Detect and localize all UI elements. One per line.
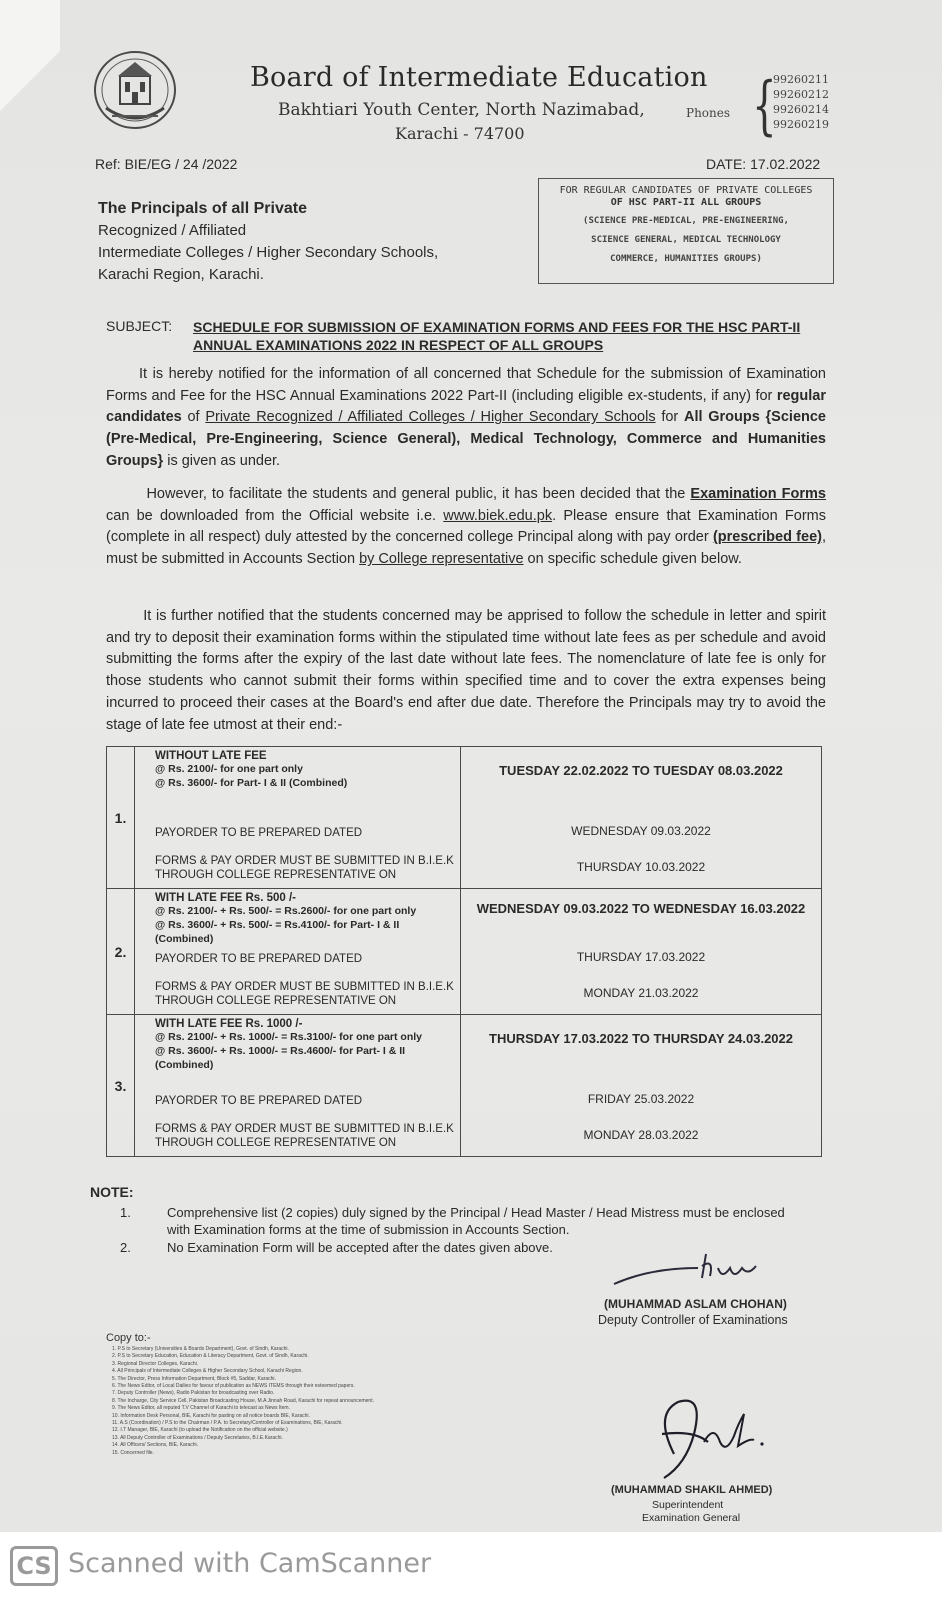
board-emblem-icon <box>92 46 178 134</box>
recipient-block <box>98 198 438 286</box>
list-item: 4. All Principals of Intermediate Colleges & Higher Secondary School, Karachi Region. <box>112 1368 303 1375</box>
signatory-2-title: Superintendent <box>652 1499 724 1511</box>
recipient-line: Recognized / Affiliated <box>98 222 247 239</box>
payorder-date: THURSDAY 17.03.2022 <box>576 950 706 964</box>
copy-to-list <box>112 1346 502 1457</box>
para-text: regular candidates <box>106 387 826 426</box>
row-number: 3. <box>107 1015 135 1157</box>
paragraph-2 <box>106 484 826 571</box>
fee-line: @ Rs. 2100/- for one part only <box>155 763 303 775</box>
para-text: on specific schedule given below. <box>523 551 742 568</box>
table-row <box>107 1015 822 1157</box>
header-address: Bakhtiari Youth Center, North Nazimabad, <box>278 100 645 120</box>
signatory-1-name: (MUHAMMAD ASLAM CHOHAN) <box>604 1297 787 1311</box>
submit-label: FORMS & PAY ORDER MUST BE SUBMITTED IN B.I.E.K THROUGH COLLEGE REPRESENTATIVE ON <box>155 855 454 881</box>
phone-number: 99260214 <box>773 103 829 116</box>
letter-date: DATE: 17.02.2022 <box>706 156 821 172</box>
row-description <box>135 1015 461 1157</box>
note-text: No Examination Form will be accepted after the dates given above. <box>167 1240 553 1255</box>
list-item: 8. The Incharge, City Service Cell, Pakistan Broadcasting House, M.A Jinnah Road, Karachi for repeat announcement. <box>112 1397 374 1404</box>
list-item: 2. P.S to Secretary Education, Education & Literacy Department, Govt. of Sindh, Karachi. <box>112 1353 309 1360</box>
scanner-watermark-text: Scanned with CamScanner <box>68 1548 432 1579</box>
fee-block <box>155 892 456 944</box>
notes-heading: NOTE: <box>90 1184 134 1200</box>
row-number: 2. <box>107 889 135 1015</box>
recipient-line: Karachi Region, Karachi. <box>98 266 264 283</box>
box-groups <box>539 212 833 269</box>
row-dates <box>461 1015 822 1157</box>
list-item: 11. A.S (Coordination) / P.S to the Chairman / P.A. to Secretary/Controller of Examinations, BIE, Karachi. <box>112 1420 343 1427</box>
submit-date: MONDAY 28.03.2022 <box>583 1128 699 1142</box>
para-text: It is further notified that the students concerned may be apprised to follow the schedule in letter and spirit and try to deposit their examination forms within the stipulated time without late fees as per schedule and avoid submitting the forms after the expiry of the last date without late fees. The nomenclature of late fee is only for those students who cannot submit their forms within specified time and to cover the extra expenses being incurred to proceed their cases at the Board's end after due date. Therefore the Principals may try to avoid the stage of late fee utmost at their end:- <box>106 608 826 733</box>
para-text: , must be submitted in Accounts Section <box>106 529 826 568</box>
camscanner-logo-icon: CS <box>10 1546 58 1586</box>
fee-title: WITH LATE FEE Rs. 500 /- <box>155 892 296 904</box>
paragraph-1 <box>106 364 826 473</box>
list-item: 7. Deputy Controller (News), Radio Pakistan for broadcasting over Radio. <box>112 1390 275 1397</box>
row-number: 1. <box>107 747 135 889</box>
fee-line: @ Rs. 2100/- + Rs. 500/- = Rs.2600/- for one part only <box>155 905 417 917</box>
schedule-table <box>106 746 822 1157</box>
phone-number: 99260212 <box>773 88 829 101</box>
payorder-date: WEDNESDAY 09.03.2022 <box>571 824 711 838</box>
header-title: Board of Intermediate Education <box>250 62 708 93</box>
para-text: All Groups {Science (Pre-Medical, Pre-Engineering, Science General), Medical Technology, Commerce and Humanities Groups} <box>106 409 826 469</box>
para-text: by College representative <box>359 551 524 568</box>
box-line: COMMERCE, HUMANITIES GROUPS) <box>610 254 762 264</box>
list-item: 12. I.T Manager, BIE, Karachi (to upload the Notification on the official website.) <box>112 1427 288 1434</box>
list-item: 3. Regional Director Colleges, Karachi. <box>112 1360 199 1367</box>
notes-section <box>90 1184 785 1255</box>
row-description <box>135 889 461 1015</box>
fee-line: @ Rs. 3600/- + Rs. 1000/- = Rs.4600/- for Part- I & II (Combined) <box>155 1045 406 1071</box>
subject-text: SCHEDULE FOR SUBMISSION OF EXAMINATION FORMS AND FEES FOR THE HSC PART-II ANNUAL EXAMINATIONS 2022 IN RESPECT OF ALL GROUPS <box>193 319 801 353</box>
phone-number: 99260219 <box>773 118 829 131</box>
subject-label: SUBJECT: <box>106 318 173 334</box>
submit-date: MONDAY 21.03.2022 <box>583 986 699 1000</box>
para-text: is given as under. <box>163 452 281 469</box>
submit-label: FORMS & PAY ORDER MUST BE SUBMITTED IN B.I.E.K THROUGH COLLEGE REPRESENTATIVE ON <box>155 981 454 1007</box>
signatory-2-department: Examination General <box>642 1512 741 1524</box>
scanner-footer <box>0 1532 942 1600</box>
para-text: Examination Forms <box>690 486 826 502</box>
box-line: FOR REGULAR CANDIDATES OF PRIVATE COLLEGES <box>559 185 813 196</box>
phones-label: Phones <box>686 106 731 120</box>
list-item: 9. The News Editor, all reputed T.V Channel of Karachi to telecast as News Item. <box>112 1405 290 1412</box>
reference-number: Ref: BIE/EG / 24 /2022 <box>95 156 238 172</box>
candidates-box <box>538 178 834 284</box>
para-text: can be downloaded from the Official website i.e. <box>106 507 444 524</box>
para-text: . Please ensure that Examination Forms (complete in all respect) duly attested by the concerned college Principal along with pay order <box>106 507 826 546</box>
fee-line: @ Rs. 3600/- for Part- I & II (Combined) <box>155 777 348 789</box>
recipient-line: The Principals of all Private <box>98 200 307 217</box>
box-line: (SCIENCE PRE-MEDICAL, PRE-ENGINEERING, <box>583 216 789 226</box>
para-text: of <box>181 409 206 426</box>
row-description <box>135 747 461 889</box>
note-number: 2. <box>120 1240 131 1255</box>
payorder-date: FRIDAY 25.03.2022 <box>587 1092 695 1106</box>
fee-title: WITH LATE FEE Rs. 1000 /- <box>155 1018 303 1030</box>
period-dates: WEDNESDAY 09.03.2022 TO WEDNESDAY 16.03.2022 <box>476 901 806 916</box>
para-text: Private Recognized / Affiliated Colleges / Higher Secondary Schools <box>205 409 656 426</box>
list-item: 10. Information Desk Personal, BIE, Karachi for pasting on all notice boards BIE, Karachi. <box>112 1412 310 1419</box>
payorder-label: PAYORDER TO BE PREPARED DATED <box>155 1095 363 1107</box>
table-row <box>107 747 822 889</box>
list-item: 13. All Deputy Controller of Examinations / Deputy Secretaries, B.I.E.Karachi. <box>112 1434 283 1441</box>
note-number: 1. <box>120 1205 131 1220</box>
recipient-line: Intermediate Colleges / Higher Secondary Schools, <box>98 244 439 261</box>
page-fold-shadow <box>0 0 60 140</box>
list-item: 14. All Officers/ Sections, BIE, Karachi. <box>112 1442 199 1449</box>
signatory-2-name: (MUHAMMAD SHAKIL AHMED) <box>611 1484 773 1496</box>
header-city: Karachi - 74700 <box>395 124 525 143</box>
box-line: OF HSC PART-II ALL GROUPS <box>610 197 762 208</box>
list-item: 1. P.S to Secretary (Universities & Boards Department), Govt. of Sindh, Karachi. <box>112 1346 289 1352</box>
brace-glyph: { <box>752 69 777 143</box>
fee-line: @ Rs. 2100/- + Rs. 1000/- = Rs.3100/- for one part only <box>155 1031 423 1043</box>
submit-label: FORMS & PAY ORDER MUST BE SUBMITTED IN B.I.E.K THROUGH COLLEGE REPRESENTATIVE ON <box>155 1123 454 1149</box>
period-dates: THURSDAY 17.03.2022 TO THURSDAY 24.03.2022 <box>489 1031 793 1046</box>
paragraph-3 <box>106 606 826 736</box>
fee-line: @ Rs. 3600/- + Rs. 500/- = Rs.4100/- for Part- I & II (Combined) <box>155 919 400 945</box>
signature-1-icon <box>610 1250 790 1290</box>
para-text: However, to facilitate the students and general public, it has been decided that the <box>146 486 691 502</box>
note-text: Comprehensive list (2 copies) duly signed by the Principal / Head Master / Head Mistress must be enclosed with Examination forms at the time of submission in Accounts Section. <box>167 1205 785 1237</box>
fee-block <box>155 750 456 818</box>
website-link[interactable]: www.biek.edu.pk <box>443 507 553 524</box>
signatory-1-title: Deputy Controller of Examinations <box>598 1313 788 1327</box>
payorder-label: PAYORDER TO BE PREPARED DATED <box>155 953 363 965</box>
para-text: It is hereby notified for the information of all concerned that Schedule for the submission of Examination Forms and Fee for the HSC Annual Examinations 2022 Part-II (including eligible ex-students, if any) for <box>106 366 826 404</box>
list-item: 5. The Director, Press Information Department, Block #5, Saddar, Karachi. <box>112 1375 276 1382</box>
para-text: for <box>655 409 684 426</box>
list-item: 15. Concerned file. <box>112 1449 154 1456</box>
submit-date: THURSDAY 10.03.2022 <box>576 860 706 874</box>
table-row <box>107 889 822 1015</box>
row-dates <box>461 889 822 1015</box>
phone-number: 99260211 <box>773 73 829 86</box>
box-line: SCIENCE GENERAL, MEDICAL TECHNOLOGY <box>591 235 781 245</box>
period-dates: TUESDAY 22.02.2022 TO TUESDAY 08.03.2022 <box>499 763 783 778</box>
phone-numbers <box>773 72 829 132</box>
fee-title: WITHOUT LATE FEE <box>155 750 267 762</box>
para-text: (prescribed fee) <box>712 529 822 546</box>
row-dates <box>461 747 822 889</box>
fee-block <box>155 1018 456 1086</box>
signature-2-icon <box>634 1394 814 1484</box>
list-item: 6. The News Editor, of Local Dailies for favour of publication as NEWS ITEMS through their esteemed papers. <box>112 1383 355 1390</box>
copy-to-heading: Copy to:- <box>106 1332 151 1344</box>
payorder-label: PAYORDER TO BE PREPARED DATED <box>155 827 363 839</box>
